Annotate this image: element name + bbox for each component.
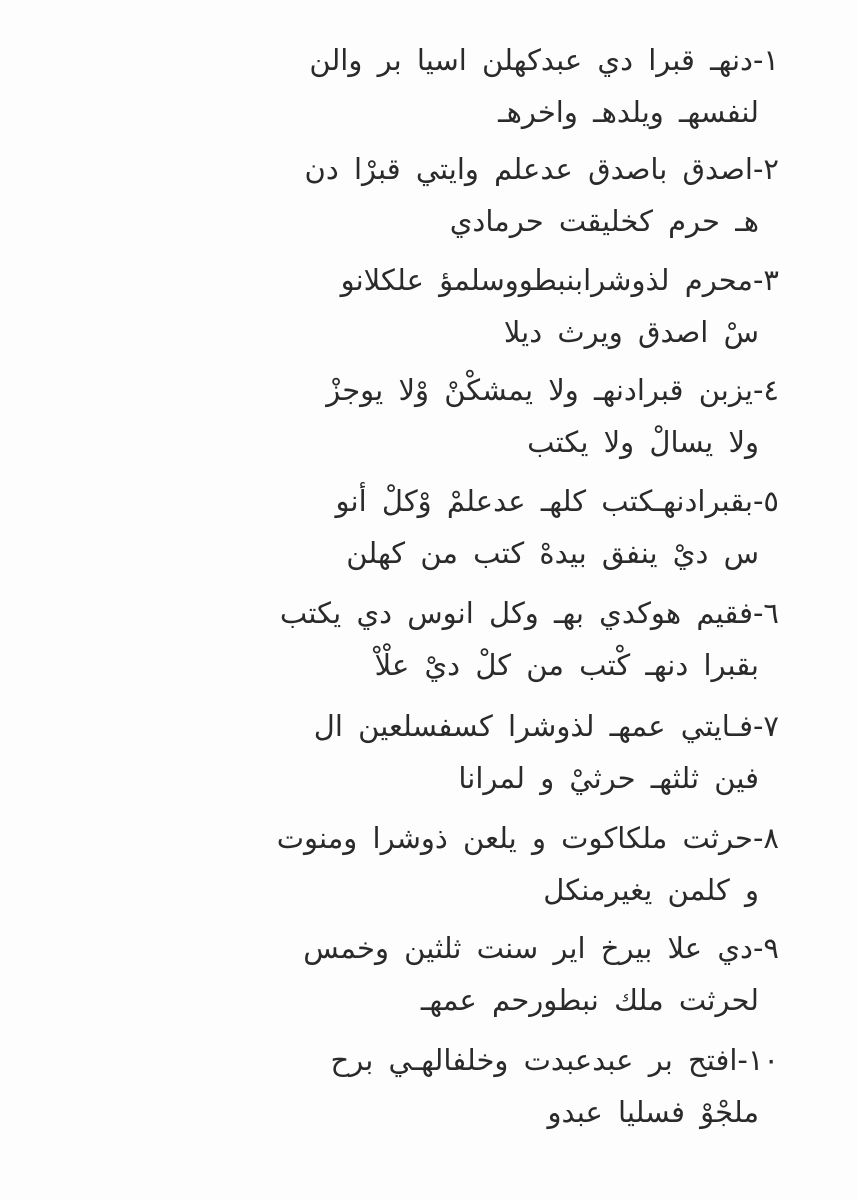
entry-line-2: و كلمن يغيرمنكل xyxy=(543,873,759,907)
entry-1 xyxy=(89,34,779,138)
entry-line-1: ٤-يزبن قبرادنهـ ولا يمشكْنْ وْلا يوجزْ xyxy=(326,373,779,407)
entry-line-2: لنفسهـ ويلدهـ واخرهـ xyxy=(498,95,759,129)
entry-line-2: سْ اصدق ويرث ديلا xyxy=(503,315,759,349)
entry-line-2: لحرثت ملك نبطورحم عمهـ xyxy=(420,983,759,1017)
entry-line-1: ٥-بقبرادنهـكتب كلهـ عدعلمْ وْكلْ أنو xyxy=(335,484,779,518)
entry-line-1: ٧-فـايتي عمهـ لذوشرا كسفسلعين ال xyxy=(313,709,779,743)
entry-line-2: س ديْ ينفق بيدهْ كتب من كهلن xyxy=(346,536,759,570)
entry-line-1: ٩-دي علا بيرخ اير سنت ثلثين وخمس xyxy=(303,931,779,965)
entry-7 xyxy=(89,700,779,804)
entry-line-2: ولا يسالْ ولا يكتب xyxy=(527,425,759,459)
entry-line-1: ١-دنهـ قبرا دي عبدكهلن اسيا بر والن xyxy=(309,43,779,77)
entry-line-1: ٢-اصدق باصدق عدعلم وايتي قبرْا دن xyxy=(304,152,779,186)
entry-line-2: بقبرا دنهـ كْتب من كلْ ديْ علْاْ xyxy=(374,648,759,682)
entry-line-2: هـ حرم كخليقت حرمادي xyxy=(449,204,759,238)
entry-3 xyxy=(89,254,779,358)
entry-line-1: ٨-حرثت ملكاكوت و يلعن ذوشرا ومنوت xyxy=(276,821,779,855)
entry-4 xyxy=(89,364,779,468)
entry-2 xyxy=(89,143,779,247)
entry-line-1: ٦-فقيم هوكدي بهـ وكل انوس دي يكتب xyxy=(279,596,779,630)
entry-line-1: ٣-محرم لذوشرابنبطووسلمؤ علكلانو xyxy=(340,263,779,297)
entry-10 xyxy=(89,1034,779,1138)
entry-line-1: ١٠-افتح بر عبدعبدت وخلفالهـي برح xyxy=(330,1043,779,1077)
entry-8 xyxy=(89,812,779,916)
entry-line-2: فين ثلثهـ حرثيْ و لمرانا xyxy=(458,761,759,795)
entry-5 xyxy=(89,475,779,579)
entry-6 xyxy=(89,587,779,691)
entry-line-2: ملجْوْ فسليا عبدو xyxy=(547,1095,759,1129)
entry-9 xyxy=(89,922,779,1026)
